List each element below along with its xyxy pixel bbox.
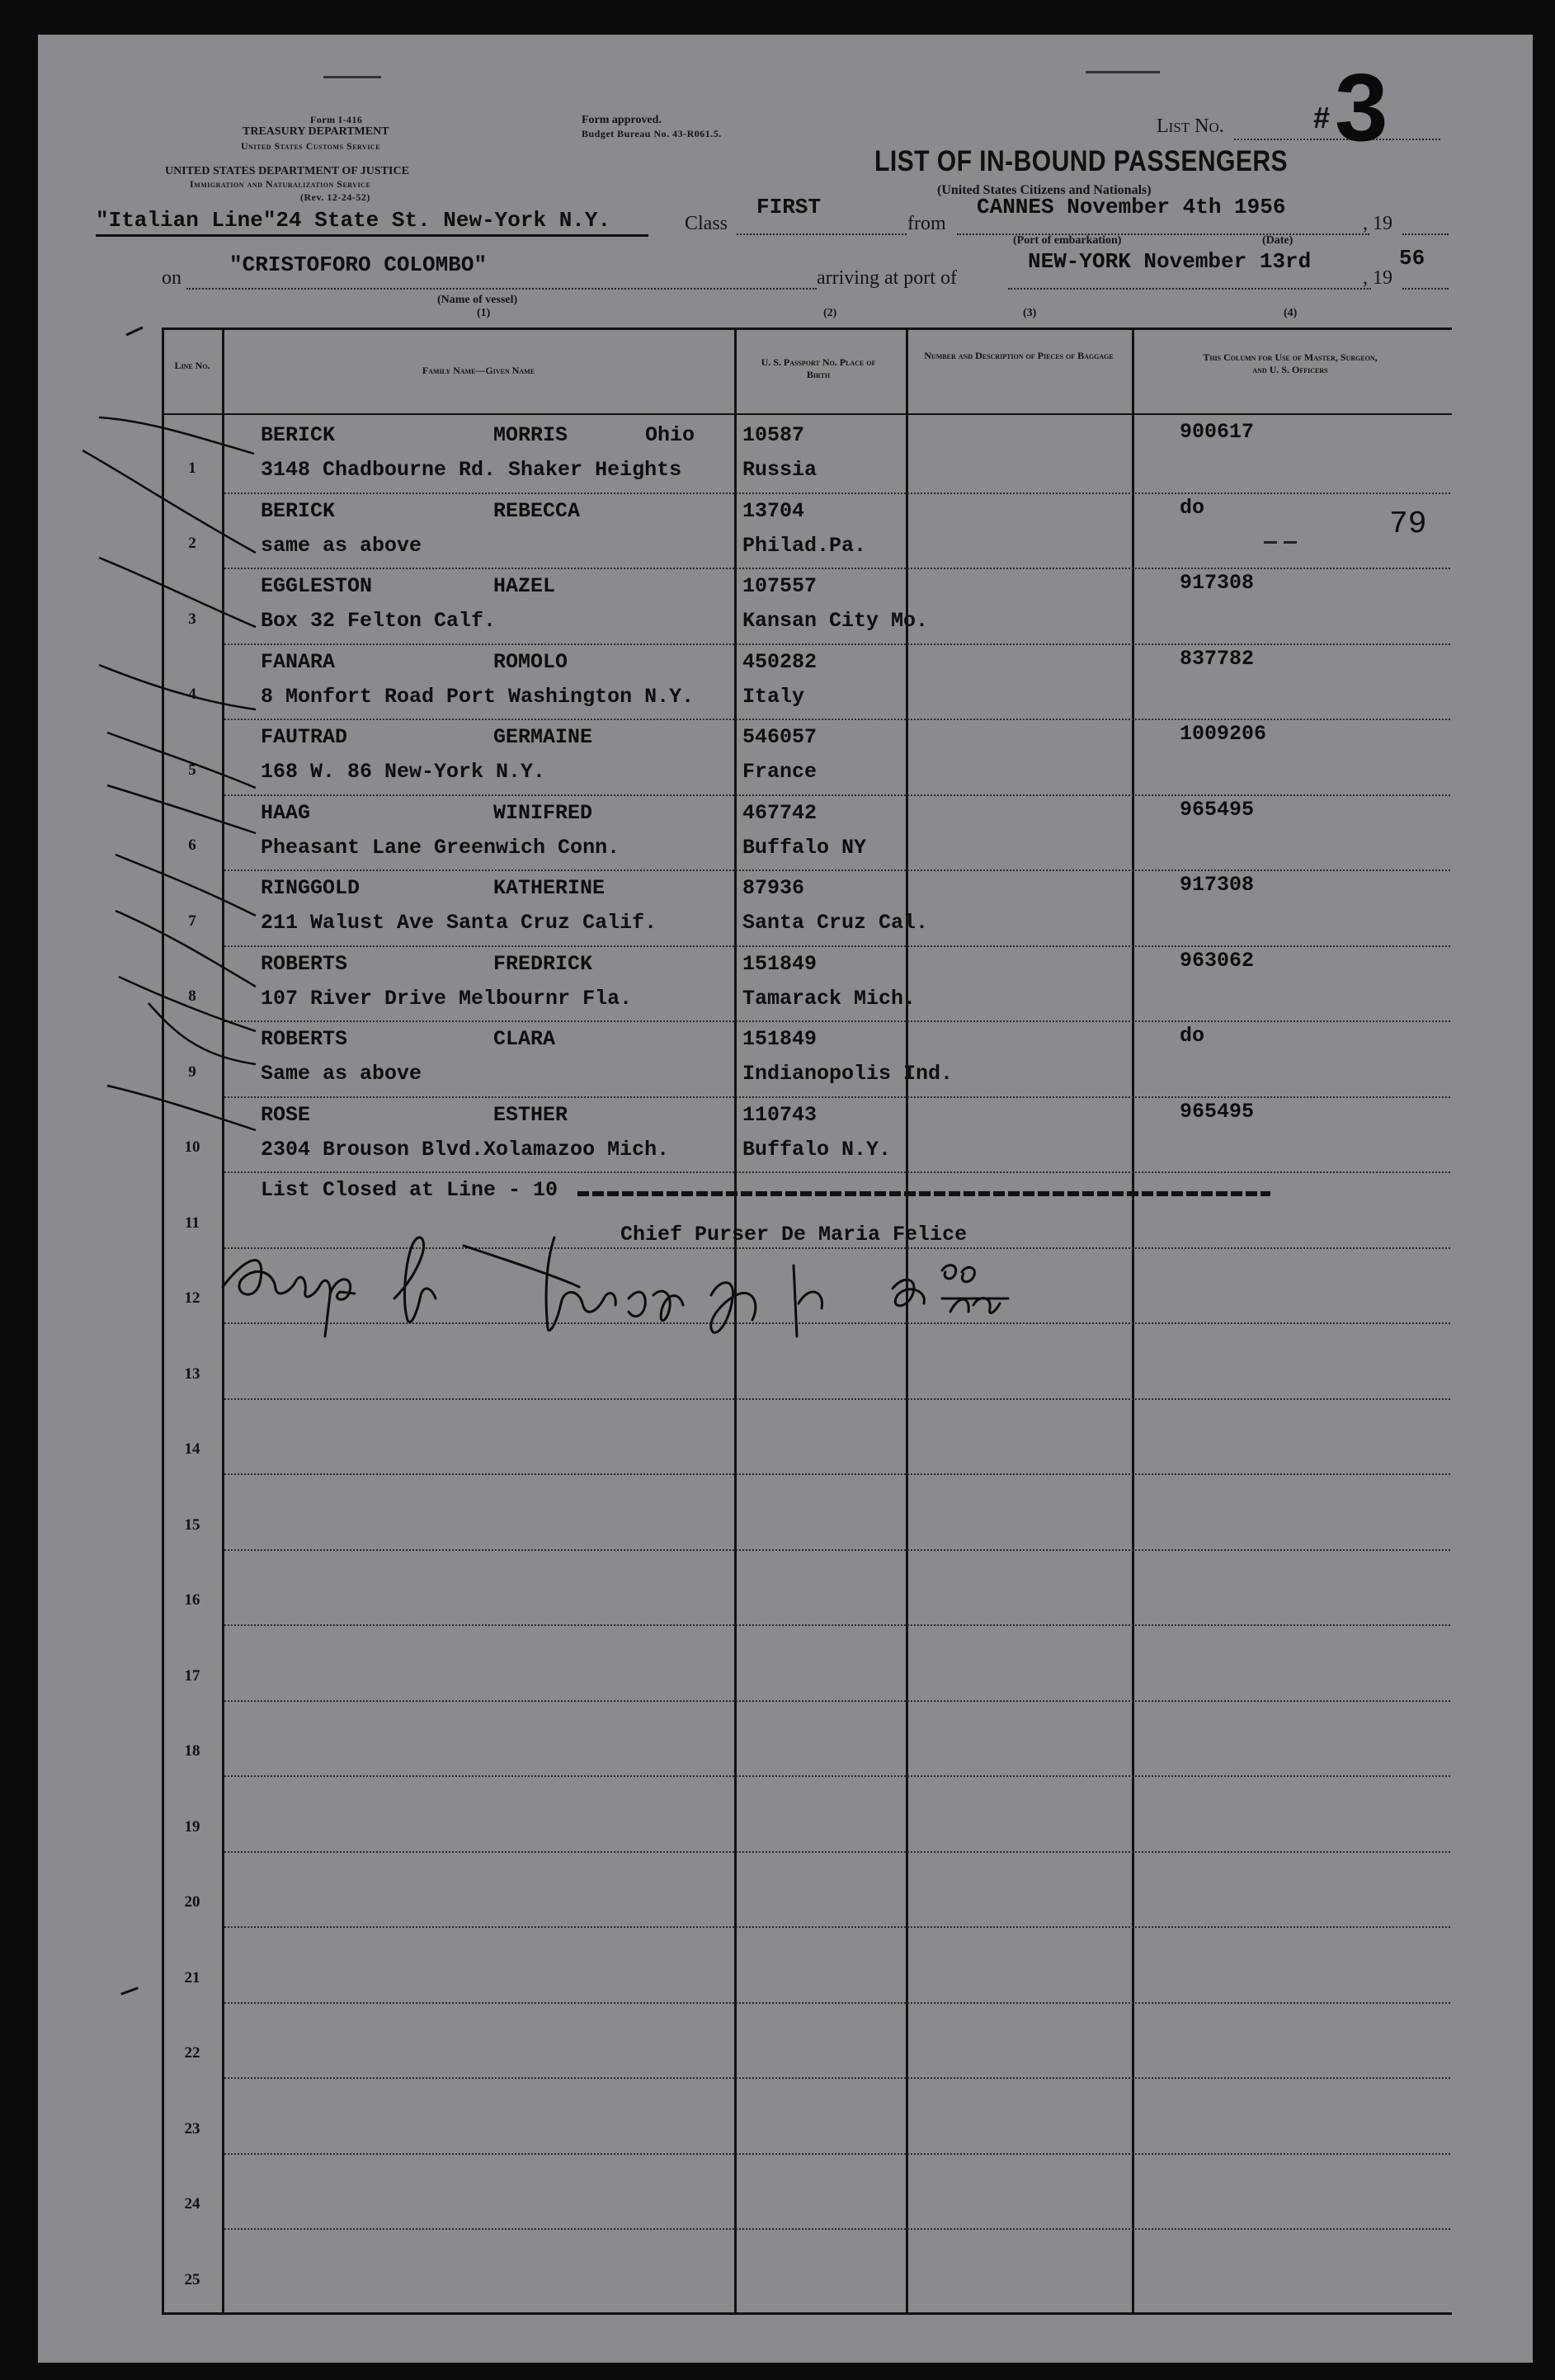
arriving-underline	[1008, 288, 1371, 290]
place-of-birth: France	[742, 760, 818, 784]
row-separator	[224, 1398, 1450, 1400]
port-embarkation-caption: (Port of embarkation)	[1013, 234, 1122, 247]
margin-dash-2	[1284, 541, 1297, 544]
family-name: ROBERTS	[261, 1027, 348, 1051]
col-baggage: Number and Description of Pieces of Baggage	[924, 350, 1114, 361]
top-mark	[323, 76, 381, 78]
place-of-birth: Tamarack Mich.	[742, 986, 917, 1011]
list-no-label: List No.	[1157, 115, 1224, 137]
passport-number: 13704	[742, 498, 805, 523]
officer-code: 1009206	[1180, 722, 1267, 746]
address: 8 Monfort Road Port Washington N.Y.	[261, 684, 695, 709]
row-separator	[224, 2077, 1450, 2079]
handwritten-signature	[216, 1213, 1074, 1345]
margin-tick	[125, 326, 143, 336]
place-of-birth: Italy	[742, 684, 805, 709]
top-mark-right	[1086, 71, 1160, 73]
family-name: HAAG	[261, 800, 311, 825]
family-name: BERICK	[261, 423, 336, 447]
line-number: 22	[184, 2044, 200, 2062]
line-number: 11	[185, 1214, 200, 1232]
place-of-birth: Indianopolis Ind.	[742, 1062, 954, 1086]
arriving-label: arriving at port of	[817, 267, 957, 289]
family-name: BERICK	[261, 498, 336, 523]
line-number: 13	[184, 1364, 200, 1383]
on-label: on	[162, 267, 181, 289]
row-separator	[224, 1549, 1450, 1551]
row-separator	[224, 1851, 1450, 1853]
officer-code: 965495	[1180, 1099, 1255, 1124]
budget-bureau: Budget Bureau No. 43-R061.5.	[582, 128, 722, 139]
row-separator	[224, 2228, 1450, 2230]
immigration-service: Immigration and Naturalization Service	[190, 178, 371, 190]
family-name: FANARA	[261, 649, 336, 674]
line-number: 20	[184, 1893, 200, 1911]
justice-department: UNITED STATES DEPARTMENT OF JUSTICE	[165, 165, 409, 177]
family-name: ROBERTS	[261, 951, 348, 976]
place-of-birth: Kansan City Mo.	[742, 609, 929, 633]
closing-strike-line	[577, 1191, 1270, 1196]
col-line-no: Line No.	[174, 360, 210, 371]
given-name: ROMOLO	[493, 649, 568, 674]
line-number: 4	[188, 686, 196, 703]
list-no-value: 3	[1335, 54, 1388, 161]
department: TREASURY DEPARTMENT	[243, 125, 389, 138]
row-separator	[224, 1624, 1450, 1626]
list-closed-text: List Closed at Line - 10	[261, 1178, 558, 1202]
officer-code: do	[1180, 495, 1205, 520]
passport-number: 107557	[742, 574, 818, 598]
address: Box 32 Felton Calf.	[261, 609, 497, 633]
col-name: Family Name—Given Name	[422, 365, 535, 376]
line-number: 25	[184, 2270, 200, 2288]
line-number: 3	[188, 610, 196, 628]
margin-dash-1	[1264, 541, 1277, 544]
family-name: FAUTRAD	[261, 725, 348, 749]
line-number: 21	[184, 1968, 200, 1986]
line-number: 14	[184, 1440, 200, 1458]
passport-number: 546057	[742, 725, 818, 749]
given-name: GERMAINE	[493, 725, 593, 749]
officer-code: do	[1180, 1024, 1205, 1048]
year-underline-1	[1402, 233, 1449, 235]
family-name: RINGGOLD	[261, 876, 360, 900]
given-name: KATHERINE	[493, 876, 606, 900]
line-number: 18	[184, 1742, 200, 1760]
address: 2304 Brouson Blvd.Xolamazoo Mich.	[261, 1137, 670, 1162]
line-number: 7	[188, 912, 196, 930]
caption-1: (1)	[477, 307, 491, 319]
caption-4: (4)	[1284, 307, 1298, 319]
officer-code: 900617	[1180, 420, 1255, 444]
address: 211 Walust Ave Santa Cruz Calif.	[261, 911, 657, 935]
officer-code: 965495	[1180, 797, 1255, 822]
col-passport: U. S. Passport No. Place of Birth	[761, 356, 876, 380]
form-approved: Form approved.	[582, 114, 662, 126]
line-number: 16	[184, 1591, 200, 1609]
row-separator	[224, 1473, 1450, 1475]
col-officers: This Column for Use of Master, Surgeon, and U. S. Officers	[1203, 351, 1378, 375]
given-name: FREDRICK	[493, 951, 593, 976]
line-number: 8	[188, 987, 196, 1005]
line-number: 19	[184, 1817, 200, 1836]
form-number: Form I-416	[310, 114, 363, 125]
from-value: CANNES November 4th 1956	[977, 195, 1286, 219]
year-suffix-2: , 19	[1363, 267, 1392, 289]
line-number: 23	[184, 2119, 200, 2137]
purser-text: Chief Purser De Maria Felice	[620, 1223, 968, 1247]
given-name: WINIFRED	[493, 800, 593, 825]
row-separator	[224, 2153, 1450, 2155]
margin-number: 79	[1389, 507, 1427, 542]
passport-number: 450282	[742, 649, 818, 674]
list-no-prefix: #	[1313, 101, 1331, 134]
family-name: ROSE	[261, 1102, 311, 1127]
line-number: 17	[184, 1666, 200, 1685]
place-of-birth: Santa Cruz Cal.	[742, 911, 929, 935]
caption-3: (3)	[1023, 307, 1037, 319]
officer-code: 963062	[1180, 948, 1255, 973]
place-of-birth: Buffalo NY	[742, 835, 867, 860]
line-number: 10	[184, 1138, 200, 1156]
state: Ohio	[645, 423, 695, 447]
margin-tick-lower	[120, 1986, 139, 1995]
customs-service: United States Customs Service	[241, 140, 381, 152]
from-label: from	[907, 213, 946, 234]
revision: (Rev. 12-24-52)	[300, 191, 370, 203]
year-suffix-1: , 19	[1363, 213, 1392, 234]
date-caption: (Date)	[1262, 234, 1293, 247]
given-name: MORRIS	[493, 423, 568, 447]
row-separator	[224, 1700, 1450, 1702]
table-bottom-border	[162, 2312, 1452, 2315]
officer-code: 837782	[1180, 646, 1255, 671]
line-number: 5	[188, 761, 196, 779]
given-name: REBECCA	[493, 498, 581, 523]
address: Pheasant Lane Greenwich Conn.	[261, 835, 620, 860]
class-label: Class	[685, 213, 728, 234]
officer-code: 917308	[1180, 873, 1255, 897]
line-number: 2	[188, 535, 196, 552]
line-number: 9	[188, 1063, 196, 1081]
class-underline	[737, 233, 907, 235]
given-name: CLARA	[493, 1027, 556, 1051]
row-separator	[224, 1775, 1450, 1777]
line-number: 15	[184, 1515, 200, 1534]
vessel-name: "CRISTOFORO COLOMBO"	[229, 252, 488, 277]
vessel-caption: (Name of vessel)	[437, 294, 518, 306]
year-value: 56	[1399, 246, 1425, 271]
vessel-underline	[186, 288, 817, 290]
arriving-value: NEW-YORK November 13rd	[1028, 249, 1312, 274]
address: 107 River Drive Melbournr Fla.	[261, 986, 633, 1011]
given-name: HAZEL	[493, 574, 556, 598]
page-title: LIST OF IN-BOUND PASSENGERS	[874, 145, 1289, 177]
address: 168 W. 86 New-York N.Y.	[261, 760, 546, 784]
row-separator	[224, 1926, 1450, 1928]
line-number: 24	[184, 2195, 200, 2213]
officer-code: 917308	[1180, 571, 1255, 595]
row-separator	[224, 2002, 1450, 2004]
line-agent: "Italian Line"24 State St. New-York N.Y.	[96, 208, 611, 233]
margin-ink-lines	[82, 404, 742, 1180]
class-value: FIRST	[756, 195, 822, 219]
line-number: 6	[188, 837, 196, 854]
year-underline-2	[1402, 288, 1449, 290]
passport-number: 110743	[742, 1102, 818, 1127]
caption-2: (2)	[823, 307, 837, 319]
agent-underline	[96, 234, 648, 237]
table-top-border	[162, 328, 1452, 330]
address: same as above	[261, 533, 422, 558]
passport-number: 10587	[742, 423, 805, 447]
given-name: ESTHER	[493, 1102, 568, 1127]
place-of-birth: Buffalo N.Y.	[742, 1137, 892, 1162]
passport-number: 87936	[742, 876, 805, 900]
place-of-birth: Russia	[742, 458, 818, 482]
line-number: 1	[188, 459, 196, 477]
passport-number: 467742	[742, 800, 818, 825]
page-subtitle: (United States Citizens and Nationals)	[937, 183, 1152, 197]
officers-divider	[1132, 328, 1134, 2315]
family-name: EGGLESTON	[261, 574, 373, 598]
passport-number: 151849	[742, 951, 818, 976]
passport-number: 151849	[742, 1027, 818, 1051]
line-number: 12	[184, 1289, 200, 1307]
address: Same as above	[261, 1062, 422, 1086]
address: 3148 Chadbourne Rd. Shaker Heights	[261, 458, 682, 482]
place-of-birth: Philad.Pa.	[742, 533, 867, 558]
